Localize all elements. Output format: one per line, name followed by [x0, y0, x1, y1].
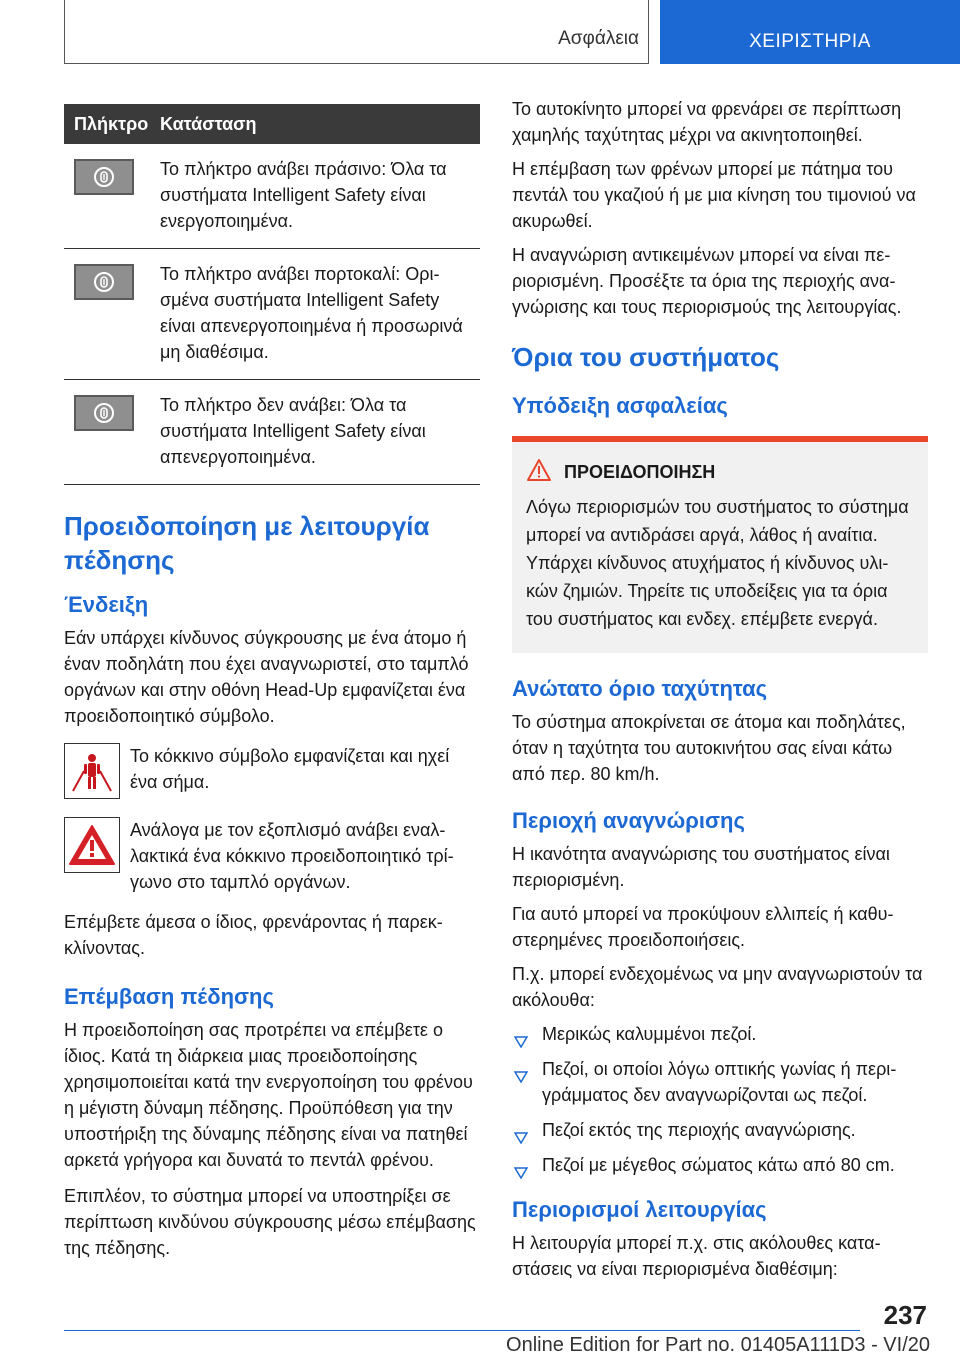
- left-column: [64, 104, 480, 1261]
- paragraph-area-3: Π.χ. μπορεί ενδεχομένως να μην αναγνωριστούν τα ακόλουθα:: [512, 964, 923, 1010]
- paragraph-brake-1: Η προειδοποίηση σας προτρέπει να επέμβετε ο ίδιος. Κατά τη διάρκεια μιας προειδοποίησης χρησιμοποιείται κατά την ενεργοποίηση του φρένου η μέγιστη δύναμη πέδησης. Προϋπόθεση για την υποστήριξη της δύναμης πέδησης είναι να πατηθεί αρκετά γρήγορα και δυνατά το πεντάλ φρένου.: [64, 1020, 473, 1170]
- triangle-bullet-icon: [514, 1125, 528, 1151]
- heading-detection-area: Περιοχή αναγνώρισης: [512, 808, 745, 833]
- header-chapter-tab[interactable]: ΧΕΙΡΙΣΤΗΡΙΑ: [660, 0, 960, 64]
- list-item: Μερικώς καλυμμένοι πεζοί.: [512, 1021, 928, 1047]
- list-item: Πεζοί, οι οποίοι λόγω οπτικής γωνίας ή περιγράμματος δεν αναγνωρίζονται ως πεζοί.: [512, 1056, 928, 1108]
- heading-speed-limit: Ανώτατο όριο ταχύτητας: [512, 676, 768, 701]
- triangle-bullet-icon: [514, 1029, 528, 1055]
- heading-safety-note: Υπόδειξη ασφαλείας: [512, 393, 728, 418]
- list-item: Πεζοί εκτός της περιοχής αναγνώρισης.: [512, 1117, 928, 1143]
- table-row: [64, 144, 480, 249]
- footer-rule: [64, 1330, 860, 1331]
- table-header-key: Πλήκτρο: [64, 104, 160, 144]
- warning-box: [512, 436, 928, 653]
- warning-title: ΠΡΟΕΙΔΟΠΟΙΗΣΗ: [564, 462, 716, 482]
- header-section-title: Ασφάλεια: [558, 28, 639, 49]
- paragraph-area-1: Η ικανότητα αναγνώρισης του συστήματος είναι περιορισμένη.: [512, 844, 890, 890]
- header-right-rule: [648, 0, 649, 64]
- triangle-bullet-icon: [514, 1160, 528, 1186]
- paragraph-speed: Το σύστημα αποκρίνεται σε άτομα και ποδηλάτες, όταν η ταχύτητα του αυτοκινήτου σας είναι κάτω από περ. 80 km/h.: [512, 712, 906, 784]
- table-cell-status: Το πλήκτρο δεν ανάβει: Όλα τα συστήματα Intelligent Safety είναι απενεργοποιημένα.: [160, 380, 480, 485]
- heading-brake-intervention: Επέμβαση πέδησης: [64, 984, 274, 1009]
- footer-edition: Online Edition for Part no. 01405A111D3 - VI/20: [506, 1334, 930, 1356]
- header-bottom-rule: [64, 63, 648, 64]
- intelligent-safety-button-icon: [74, 159, 134, 195]
- list-item: Πεζοί με μέγεθος σώματος κάτω από 80 cm.: [512, 1152, 928, 1178]
- heading-system-limits: Όρια του συστήματος: [512, 342, 780, 372]
- table-row: [64, 380, 480, 485]
- red-warning-triangle-icon: [64, 817, 120, 873]
- paragraph-brake-2: Επιπλέον, το σύστημα μπορεί να υποστηρίξει σε περίπτωση κινδύνου σύγκρουσης μέσω επέμβασης της πέδησης.: [64, 1186, 476, 1258]
- page-number: 237: [883, 1300, 927, 1330]
- right-column: [512, 96, 928, 1282]
- paragraph-intervene: Επέμβετε άμεσα ο ίδιος, φρενάροντας ή παρεκκλίνοντας.: [64, 912, 443, 958]
- heading-function-limits: Περιορισμοί λειτουργίας: [512, 1197, 767, 1222]
- paragraph-area-2: Για αυτό μπορεί να προκύψουν ελλιπείς ή καθυστερημένες προειδοποιήσεις.: [512, 904, 894, 950]
- warning-triangle-icon: [526, 458, 552, 487]
- table-cell-status: Το πλήκτρο ανάβει πορτοκαλί: Ορισμένα συστήματα Intelligent Safety είναι απενεργοποιημένα ή προσωρινά μη διαθέσιμα.: [160, 249, 480, 380]
- heading-indication: Ένδειξη: [64, 592, 149, 617]
- red-triangle-text: Ανάλογα με τον εξοπλισμό ανάβει εναλλακτικά ένα κόκκινο προειδοποιητικό τρίγωνο στο ταμπλό οργάνων.: [130, 820, 454, 892]
- status-table: [64, 104, 480, 485]
- paragraph-right-1: Το αυτοκίνητο μπορεί να φρενάρει σε περίπτωση χαμηλής ταχύτητας μέχρι να ακινητοποιηθεί.: [512, 99, 902, 145]
- paragraph-function: Η λειτουργία μπορεί π.χ. στις ακόλουθες καταστάσεις να είναι περιορισμένα διαθέσιμη:: [512, 1233, 881, 1279]
- paragraph-right-2: Η επέμβαση των φρένων μπορεί με πάτημα του πεντάλ του γκαζιού ή με μια κίνηση του τιμονιού να ακυρωθεί.: [512, 159, 916, 231]
- red-triangle-row: [64, 817, 480, 895]
- pedestrian-warning-icon: [64, 743, 120, 799]
- intelligent-safety-button-icon: [74, 395, 134, 431]
- red-person-symbol-text: Το κόκκινο σύμβολο εμφανίζεται και ηχεί ένα σήμα.: [130, 746, 450, 792]
- red-person-symbol-row: [64, 743, 480, 799]
- undetected-list: [512, 1021, 928, 1178]
- table-cell-status: Το πλήκτρο ανάβει πράσινο: Όλα τα συστήματα Intelligent Safety είναι ενεργοποιημένα.: [160, 144, 480, 249]
- paragraph-right-3: Η αναγνώριση αντικειμένων μπορεί να είναι περιορισμένη. Προσέξτε τα όρια της περιοχής αναγνώρισης και τους περιορισμούς της λειτουργίας.: [512, 245, 902, 317]
- heading-warning-brake: Προειδοποίηση με λειτουργία πέδησης: [64, 511, 430, 575]
- table-header-status: Κατάσταση: [160, 104, 480, 144]
- triangle-bullet-icon: [514, 1064, 528, 1090]
- paragraph-indication: Εάν υπάρχει κίνδυνος σύγκρουσης με ένα άτομο ή έναν ποδηλάτη που έχει αναγνωριστεί, στο ταμπλό οργάνων και στην οθόνη Head-Up εμφανίζεται ένα προειδοποιητικό σύμβολο.: [64, 628, 469, 726]
- table-row: [64, 249, 480, 380]
- intelligent-safety-button-icon: [74, 264, 134, 300]
- warning-text: Λόγω περιορισμών του συστήματος το σύστημα μπορεί να αντιδράσει αργά, λάθος ή αναίτια. Υπάρχει κίνδυνος ατυχήματος ή κίνδυνος υλικών ζημιών. Τηρείτε τις υποδείξεις για τα όρια του συστήματος και ενδεχ. επέμβετε ενεργά.: [526, 497, 909, 629]
